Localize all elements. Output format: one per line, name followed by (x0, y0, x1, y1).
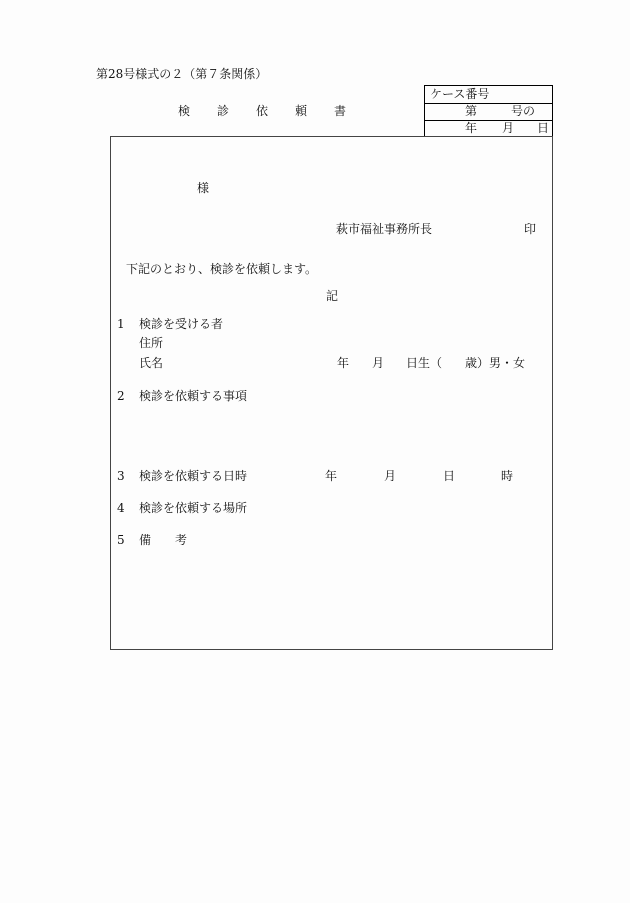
birth-month-label: 月 (372, 356, 385, 370)
case-month-label: 月 (502, 121, 515, 135)
exam-day-label: 日 (443, 469, 456, 483)
case-go-no-label: 号の (511, 104, 536, 118)
item-4-number: 4 (117, 501, 125, 515)
item-1-label: 検診を受ける者 (139, 317, 224, 331)
item-3-number: 3 (117, 469, 125, 483)
ki-heading: 記 (326, 289, 339, 303)
exam-month-label: 月 (384, 469, 397, 483)
case-number-label-row (425, 86, 552, 104)
exam-hour-label: 時 (501, 469, 514, 483)
document-title: 検診依頼書 (178, 104, 374, 118)
case-number-value-row (425, 103, 552, 121)
case-day-label: 日 (537, 121, 550, 135)
name-label: 氏名 (139, 356, 164, 370)
intro-text: 下記のとおり、検診を依頼します。 (126, 262, 318, 276)
item-4-label: 検診を依頼する場所 (139, 501, 248, 515)
birth-year-label: 年 (337, 356, 350, 370)
form-number: 第28号様式の２（第７条関係） (96, 67, 268, 81)
item-3-label: 検診を依頼する日時 (139, 469, 248, 483)
item-2-label: 検診を依頼する事項 (139, 389, 248, 403)
address-label: 住所 (139, 336, 164, 350)
exam-year-label: 年 (325, 469, 338, 483)
sender-name: 萩市福祉事務所長 (336, 222, 433, 236)
case-year-label: 年 (465, 121, 478, 135)
item-1-number: 1 (117, 317, 125, 331)
addressee-sama: 様 (197, 181, 210, 195)
case-date-row (425, 120, 552, 137)
case-dai-label: 第 (465, 104, 478, 118)
birth-day-label: 日生（ (406, 356, 443, 370)
seal-mark: 印 (524, 222, 537, 236)
item-5-number: 5 (117, 533, 125, 547)
case-number-label: ケース番号 (430, 87, 490, 101)
item-2-number: 2 (117, 389, 125, 403)
item-5-label: 備 考 (139, 533, 188, 547)
age-sex-label: 歳）男・女 (465, 356, 526, 370)
case-number-box (424, 85, 553, 137)
